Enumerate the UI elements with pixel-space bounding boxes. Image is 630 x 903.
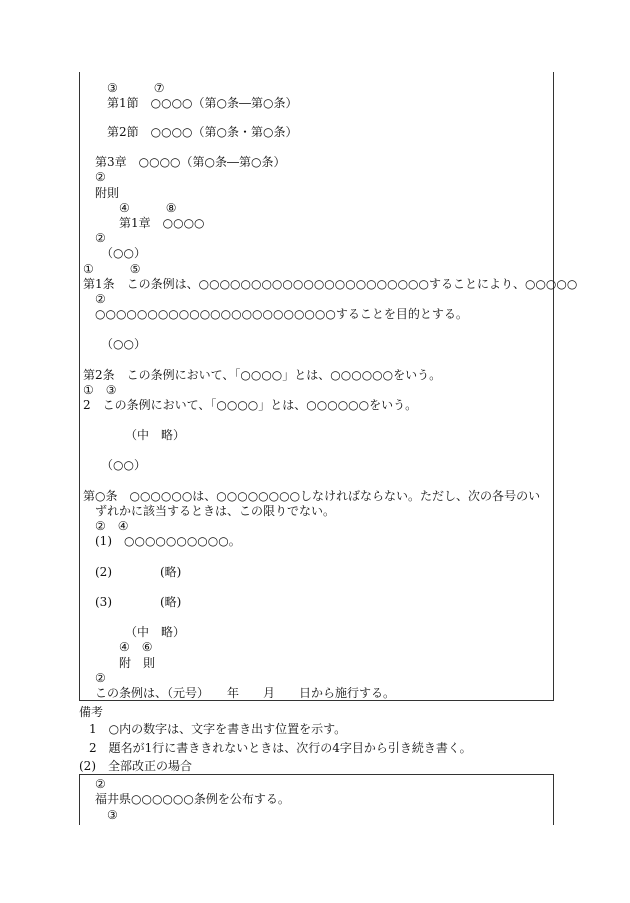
position-marker: ① ⑤ [83,262,141,276]
position-marker: ② [95,671,106,685]
item-2: (2) (略) [95,565,182,579]
supplementary-heading: 附 則 [119,656,156,670]
position-marker: ① ③ [83,383,117,397]
toc-supplementary: 附則 [95,186,120,200]
article-2-text: 第2条 この条例において、「○○○○」とは、○○○○○○をいう。 [83,368,442,382]
omitted-note: （中 略） [125,625,186,639]
remarks-heading: 備考 [79,705,104,719]
remark-1: 1 ○内の数字は、文字を書き出す位置を示す。 [89,722,347,736]
toc-section-1: 第1節 ○○○○（第○条―第○条） [107,96,298,110]
position-marker: ② [95,777,106,791]
article-n-continued: ずれかに該当するときは、この限りでない。 [95,504,336,518]
item-3: (3) (略) [95,595,182,609]
article-caption: （○○） [101,246,146,260]
article-n-text: 第○条 ○○○○○○は、○○○○○○○○しなければならない。ただし、次の各号のい [83,489,541,503]
omitted-note: （中 略） [125,428,186,442]
item-1: (1) ○○○○○○○○○○。 [95,534,241,548]
position-marker: ② [95,231,106,245]
promulgation-line: 福井県○○○○○○条例を公布する。 [95,792,290,806]
article-caption: （○○） [101,458,146,472]
section-heading-full-revision: (2) 全部改正の場合 [79,759,192,773]
toc-chapter-3: 第3章 ○○○○（第○条―第○条） [95,155,286,169]
article-1-continued: ○○○○○○○○○○○○○○○○○○○○○○○することを目的とする。 [95,307,468,321]
position-marker: ③ [107,808,118,822]
remark-2: 2 題名が1行に書ききれないときは、次行の4字目から引き続き書く。 [89,741,472,755]
enforcement-clause: この条例は、（元号） 年 月 日から施行する。 [95,686,396,700]
position-marker: ④ ⑧ [119,201,177,215]
chapter-heading: 第1章 ○○○○ [119,216,205,230]
position-marker: ② ④ [95,519,129,533]
article-caption: （○○） [101,337,146,351]
article-2-paragraph-2: 2 この条例において、「○○○○」とは、○○○○○○をいう。 [83,398,418,412]
position-marker: ② [95,292,106,306]
toc-section-2: 第2節 ○○○○（第○条・第○条） [107,125,298,139]
position-marker: ③ ⑦ [107,81,165,95]
article-1-text: 第1条 この条例は、○○○○○○○○○○○○○○○○○○○○○○することにより、○○○○○ [83,277,578,291]
position-marker: ④ ⑥ [119,640,153,654]
position-marker: ② [95,170,106,184]
